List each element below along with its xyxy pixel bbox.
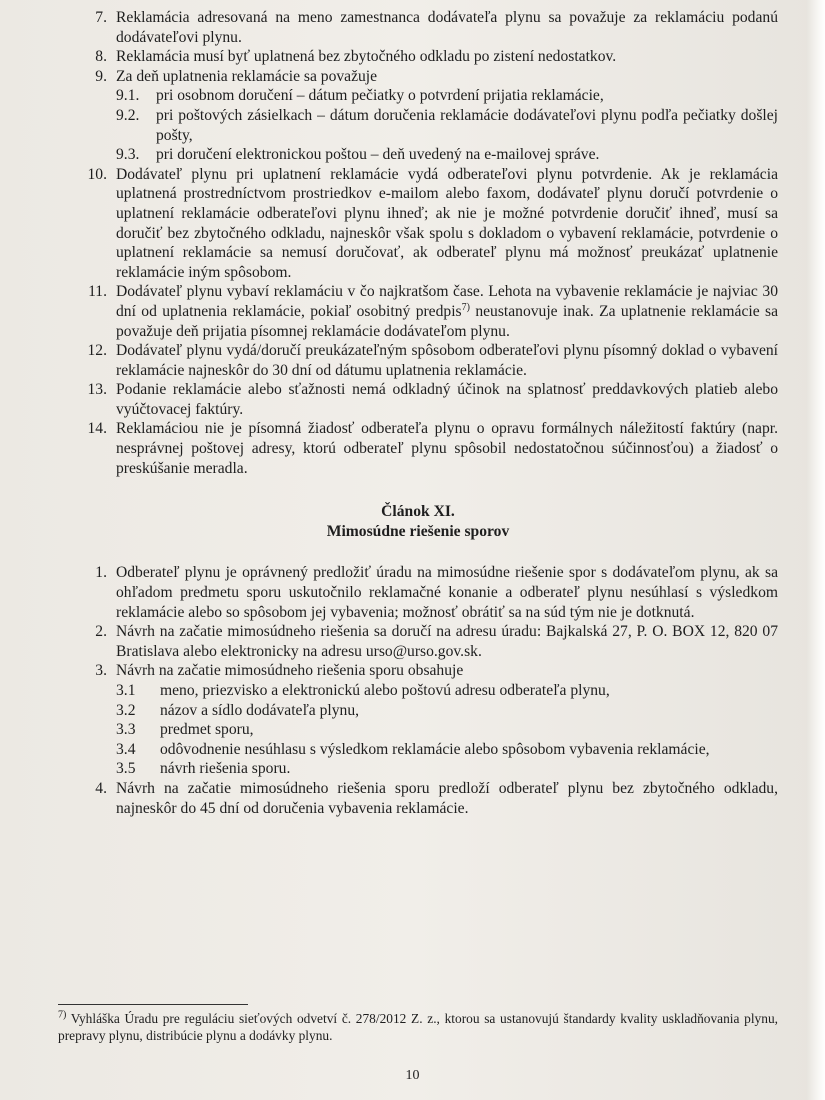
list-item xyxy=(58,419,778,478)
sub-item-number: 9.2. xyxy=(116,106,140,124)
sub-item xyxy=(116,86,778,106)
sub-item-number: 3.4 xyxy=(116,740,136,758)
item-number: 13. xyxy=(87,381,107,399)
item-number: 11. xyxy=(88,283,107,301)
list-item xyxy=(58,622,778,661)
sub-list xyxy=(116,86,778,164)
sub-item-text: odôvodnenie nesúhlasu s výsledkom reklamácie alebo spôsobom vybavenia reklamácie, xyxy=(160,740,710,758)
article-heading: Článok XI. xyxy=(381,503,455,521)
item-text: Dodávateľ plynu vydá/doručí preukázateľným spôsobom odberateľovi plynu písomný doklad o vybavení reklamácie najneskôr do 30 dní od dátumu uplatnenia reklamácie. xyxy=(116,342,778,379)
item-number: 7. xyxy=(95,9,107,26)
item-text: Reklamácia adresovaná na meno zamestnanca dodávateľa plynu sa považuje za reklamáciu podanú dodávateľovi plynu. xyxy=(116,9,778,46)
list-item xyxy=(58,282,778,341)
item-number: 12. xyxy=(87,342,107,360)
item-number: 8. xyxy=(95,48,107,66)
item-number: 3. xyxy=(95,662,107,680)
list-item xyxy=(58,67,778,165)
list-item xyxy=(58,341,778,380)
sub-item-number: 3.5 xyxy=(116,760,136,778)
item-number: 14. xyxy=(87,420,107,438)
sub-item xyxy=(116,701,778,721)
sub-item-text: pri poštových zásielkach – dátum doručenia reklamácie dodávateľovi plynu podľa pečiatky došlej pošty, xyxy=(156,106,778,144)
footnote-divider xyxy=(58,1004,248,1005)
sub-item-number: 9.3. xyxy=(116,146,140,164)
page-content xyxy=(58,8,778,818)
list-item xyxy=(58,779,778,818)
footnote-reference: 7) xyxy=(461,301,470,313)
sub-item-text: návrh riešenia sporu. xyxy=(160,760,291,778)
list-item xyxy=(58,380,778,419)
list-item xyxy=(58,165,778,283)
item-text: Reklamáciou nie je písomná žiadosť odberateľa plynu o opravu formálnych náležitostí faktúry (napr. nesprávnej poštovej adresy, ktorú odberateľ plynu spôsobil nedostatočnou súčinnosťou) a žiadosť o preskúšanie meradla. xyxy=(116,420,778,477)
item-text: Návrh na začatie mimosúdneho riešenia sa doručí na adresu úradu: Bajkalská 27, P. O. BOX 12, 820 07 Bratislava alebo elektronicky na adresu urso@urso.gov.sk. xyxy=(116,623,778,660)
sub-item-text: názov a sídlo dodávateľa plynu, xyxy=(160,701,360,719)
sub-item-number: 3.3 xyxy=(116,721,136,739)
sub-item-number: 3.1 xyxy=(116,682,136,699)
sub-item xyxy=(116,759,778,779)
item-text: Návrh na začatie mimosúdneho riešenia sporu obsahuje xyxy=(116,662,464,680)
article-subheading: Mimosúdne riešenie sporov xyxy=(326,522,510,540)
list-item xyxy=(58,8,778,47)
sub-item-text: pri doručení elektronickou poštou – deň uvedený na e-mailovej správe. xyxy=(156,146,600,164)
sub-item-text: meno, priezvisko a elektronickú alebo poštovú adresu odberateľa plynu, xyxy=(160,682,610,699)
item-text: Návrh na začatie mimosúdneho riešenia sporu predloží odberateľ plynu bez zbytočného odkladu, najneskôr do 45 dní od doručenia vybavenia reklamácie. xyxy=(116,779,778,817)
sub-list xyxy=(116,681,778,779)
article-11-body xyxy=(58,563,778,818)
item-text: Dodávateľ plynu pri uplatnení reklamácie vydá odberateľovi plynu potvrdenie. Ak je reklamácia uplatnená prostredníctvom prostriedkov e-mailom alebo faxom, dodávateľ plynu doručí potvrdenie o uplatnení reklamácie odberateľovi plynu ihneď; ak nie je možné potvrdenie doručiť ihneď, musí sa doručiť bez zbytočného odkladu, najneskôr však spolu s dokladom o vybavení reklamácie, potvrdenie o uplatnení reklamácie sa nemusí doručovať, ak odberateľ plynu má možnosť preukázať uplatnenie reklamácie iným spôsobom. xyxy=(116,165,778,281)
item-number: 4. xyxy=(95,779,107,797)
item-text: Reklamácia musí byť uplatnená bez zbytočného odkladu po zistení nedostatkov. xyxy=(116,48,617,66)
list-item xyxy=(58,47,778,67)
sub-item xyxy=(116,740,778,760)
footnote-text: Vyhláška Úradu pre reguláciu sieťových odvetví č. 278/2012 Z. z., ktorou sa ustanovujú štandardy kvality uskladňovania plynu, prepravy plynu, distribúcie plynu a dodávky plynu. xyxy=(58,1011,778,1043)
sub-item-text: pri osobnom doručení – dátum pečiatky o potvrdení prijatia reklamácie, xyxy=(156,87,604,105)
list-item xyxy=(58,563,778,622)
item-text: Dodávateľ plynu vybaví reklamáciu v čo najkratšom čase. Lehota na vybavenie reklamácie je najviac 30 dní od uplatnenia reklamácie, pokiaľ osobitný predpis$^{7)}$ neustanovuje inak. Za uplatnenie reklamácie sa považuje deň prijatia písomnej reklamácie dodávateľom plynu. xyxy=(116,283,778,340)
footnote-marker: 7) xyxy=(58,1009,67,1021)
item-number: 9. xyxy=(95,67,107,85)
item-text: Odberateľ plynu je oprávnený predložiť úradu na mimosúdne riešenie spor s dodávateľom plynu, ak sa ohľadom predmetu sporu uskutočnilo reklamačné konanie a odberateľ plynu nesúhlasí s výsledkom reklamácie alebo so spôsobom jej vybavenia; možnosť obrátiť sa na súd tým nie je dotknutá. xyxy=(116,564,778,621)
item-number: 1. xyxy=(95,564,107,582)
page-edge-shadow xyxy=(807,0,825,1100)
sub-item xyxy=(116,145,778,165)
sub-item xyxy=(116,720,778,740)
sub-item-number: 3.2 xyxy=(116,701,136,719)
sub-item xyxy=(116,106,778,145)
sub-item-text: predmet sporu, xyxy=(160,721,254,739)
sub-item-number: 9.1. xyxy=(116,87,140,105)
item-number: 10. xyxy=(87,165,107,183)
list-item xyxy=(58,661,778,779)
page-number: 10 xyxy=(405,1068,420,1083)
footnote xyxy=(58,1010,778,1044)
item-number: 2. xyxy=(95,623,107,641)
item-text: Podanie reklamácie alebo sťažnosti nemá odkladný účinok na splatnosť preddavkových platieb alebo vyúčtovacej faktúry. xyxy=(116,381,778,418)
item-text: Za deň uplatnenia reklamácie sa považuje xyxy=(116,67,378,85)
sub-item xyxy=(116,681,778,701)
